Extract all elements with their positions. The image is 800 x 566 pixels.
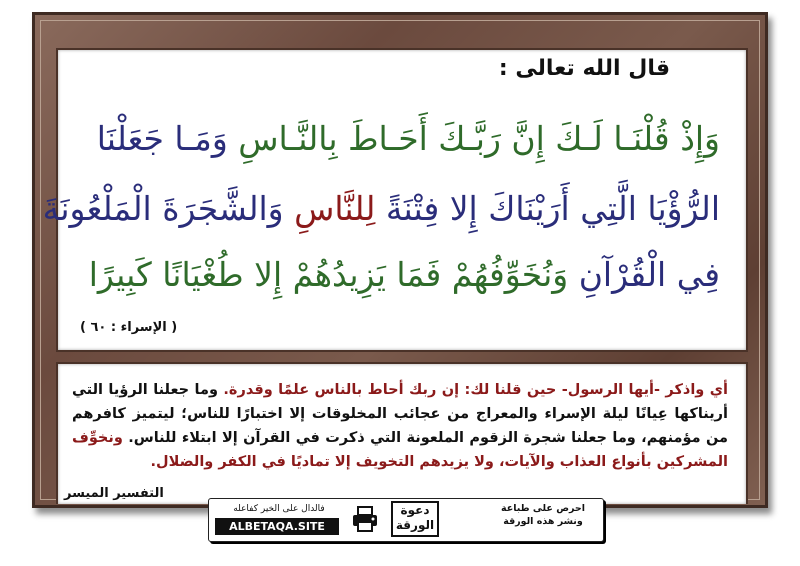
verse-segment: وَمَـا جَعَلْنَا [96,119,239,158]
footer-hadith: فالدال على الخير كفاعله [233,504,325,514]
verse-line-2 [42,189,720,228]
verse-reference: ( الإسراء : ٦٠ ) [80,320,178,335]
heading: قال الله تعالى : [498,56,670,81]
printer-icon [351,505,379,533]
footer-logo: دعوة الورقة [391,501,439,537]
verse-line-3 [88,255,720,294]
tafsir-part: وما جعلنا الرؤيا التي أريناكها عِيانًا ليلة الإسراء والمعراج من عجائب المخلوقات إلا اختبارًا للناس؛ ليتميز كافرهم من مؤمنهم، وما جعلنا شجرة الزقوم الملعونة التي ذكرت في القرآن إلا ابتلاء للناس. [72,382,728,446]
tafsir-source: التفسير الميسر [64,486,164,501]
verse-segment: وَإِذْ قُلْنَـا لَـكَ إِنَّ رَبَّـكَ أَحَـاطَ بِالنَّـاسِ [238,119,720,158]
verse-segment: فِي الْقُرْآنِ [568,255,720,294]
verse-segment: وَنُخَوِّفُهُمْ فَمَا يَزِيدُهُمْ إِلا طُغْيَانًا كَبِيرًا [88,255,569,294]
verse-segment: وَالشَّجَرَةَ الْمَلْعُونَةَ [42,189,295,228]
verse-line-1 [96,119,720,158]
tafsir-text [72,378,728,474]
footer-banner [208,498,604,542]
verse-segment: الرُّؤْيَا الَّتِي أَرَيْنَاكَ إِلا فِتْنَةً [375,189,720,228]
footer-share-text: احرص على طباعة ونشر هذه الورقة [500,503,586,527]
tafsir-part: ونخوِّف المشركين بأنواع العذاب والآيات، ولا يزيدهم التخويف إلا تماديًا في الكفر والضلال. [72,430,728,470]
tafsir-part: أي واذكر -أيها الرسول- حين قلنا لك: إن ربك أحاط بالناس علمًا وقدرة. [223,382,728,398]
footer-site-link[interactable]: ALBETAQA.SITE [215,518,339,535]
verse-segment: لِلنَّاسِ [294,189,376,228]
